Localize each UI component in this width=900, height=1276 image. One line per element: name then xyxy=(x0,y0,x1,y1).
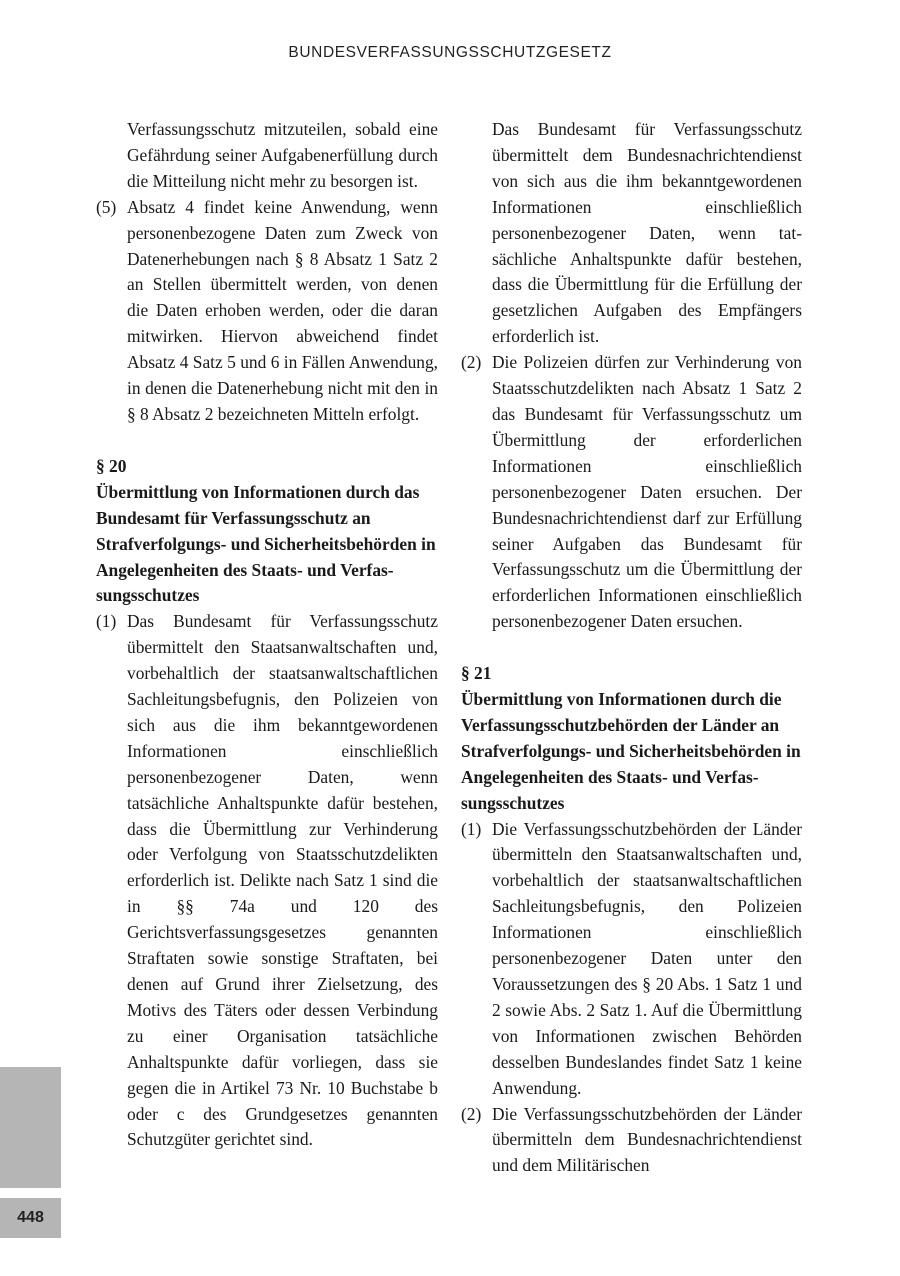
section-20-paragraph-1 xyxy=(96,609,438,1153)
section-21-number: § 21 xyxy=(461,663,492,684)
paragraph-number: (5) xyxy=(96,196,117,217)
paragraph-text: Die Verfassungsschutzbehörden der Länder übermitteln den Staatsanwaltschaften und, vorbehaltlich der staatsanwaltschaftlichen Sachleitungsbefugnis, den Polizeien Informationen einschließlich personenbezogener Daten unter den Voraussetzungen des § 20 Abs. 1 Satz 1 und 2 sowie Abs. 2 Satz 1. Auf die Übermittlung von Informationen zwischen Behörden desselben Bundeslandes findet Satz 1 keine Anwendung. xyxy=(492,818,802,1098)
paragraph-number: (1) xyxy=(461,818,482,839)
margin-thumb-tab xyxy=(0,1067,61,1188)
paragraph-number: (2) xyxy=(461,1103,482,1124)
paragraph-text: Absatz 4 findet keine Anwendung, wenn personenbezogene Daten zum Zweck von Datenerhebungen nach § 8 Absatz 1 Satz 2 an Stellen übermittelt werden, von denen die Daten erhoben werden, oder die daran mitwirken. Hiervon abweichend findet Absatz 4 Satz 5 und 6 in Fällen Anwendung, in denen die Datenerhebung nicht mit den in § 8 Absatz 2 bezeichneten Mitteln erfolgt. xyxy=(127,196,438,424)
left-column xyxy=(96,117,438,1153)
section-20-number: § 20 xyxy=(96,455,127,476)
section-21-paragraph-1 xyxy=(461,817,802,1102)
paragraph-number: (2) xyxy=(461,352,482,373)
paragraph-text: Das Bundesamt für Verfassungsschutz übermittelt den Staatsanwaltschaften und, vorbehaltlich der staatsanwaltschaftlichen Sachleitungsbefugnis, den Polizeien von sich aus die ihm bekanntgewordenen Informationen einschließlich personenbezogener Daten, wenn tatsächliche Anhaltspunkte dafür bestehen, dass die Übermittlung zur Verhinderung oder Verfolgung von Staatsschutzdelikten erforderlich ist. Delikte nach Satz 1 sind die in §§ 74a und 120 des Gerichtsverfassungsgesetzes genannten Straftaten sowie sonstige Straftaten, bei denen auf Grund ihrer Zielsetzung, des Motivs des Täters oder dessen Verbindung zu einer Organisation tatsächliche Anhaltspunkte dafür vorliegen, dass sie gegen die in Artikel 73 Nr. 10 Buchstabe b oder c des Grundgesetzes genannten Schutzgüter gerichtet sind. xyxy=(127,611,438,1150)
section-21-paragraph-2 xyxy=(461,1102,802,1180)
section-20-paragraph-2 xyxy=(461,350,802,635)
page-number: 448 xyxy=(17,1209,44,1226)
paragraph-5 xyxy=(96,195,438,428)
paragraph-number: (1) xyxy=(96,611,117,632)
section-20-title: Übermittlung von Informationen durch das Bundesamt für Verfassungsschutz an Strafverfolgungs- und Sicherheitsbehörden in Angelegenheiten des Staats- und Verfassungsschutzes xyxy=(96,481,436,606)
paragraph-text: Die Verfassungsschutzbehörden der Länder übermitteln dem Bundesnachrichtendienst und dem Militärischen xyxy=(492,1103,802,1176)
paragraph-text: Die Polizeien dürfen zur Verhinderung von Staatsschutzdelikten nach Absatz 1 Satz 2 das Bundesamt für Verfassungsschutz um Übermittlung der erforderlichen Informationen einschließlich personenbezogener Daten ersuchen. Der Bundesnachrichtendienst darf zur Erfüllung seiner Aufgaben das Bundesamt für Verfassungsschutz um die Übermittlung der erforderlichen Informationen einschließlich personenbezogener Daten ersuchen. xyxy=(492,352,802,632)
right-column xyxy=(461,117,802,1179)
continued-paragraph: Das Bundesamt für Verfassungsschutz übermittelt dem Bundesnachrichtendienst von sich aus die ihm bekanntgewordenen Informationen einschließlich personenbezogener Daten, wenn tatsächliche Anhaltspunkte dafür bestehen, dass die Übermittlung für die Erfüllung der gesetzlichen Aufgaben des Empfängers erforderlich ist. xyxy=(492,119,802,347)
running-header: BUNDESVERFASSUNGSSCHUTZGESETZ xyxy=(288,44,612,61)
continued-paragraph: Verfassungsschutz mitzuteilen, sobald eine Gefährdung seiner Aufgabenerfüllung durch die Mitteilung nicht mehr zu besorgen ist. xyxy=(127,119,438,191)
section-21-title: Übermittlung von Informationen durch die Verfassungsschutzbehörden der Länder an Strafverfolgungs- und Sicherheitsbehörden in Angelegenheiten des Staats- und Verfassungsschutzes xyxy=(461,689,801,813)
